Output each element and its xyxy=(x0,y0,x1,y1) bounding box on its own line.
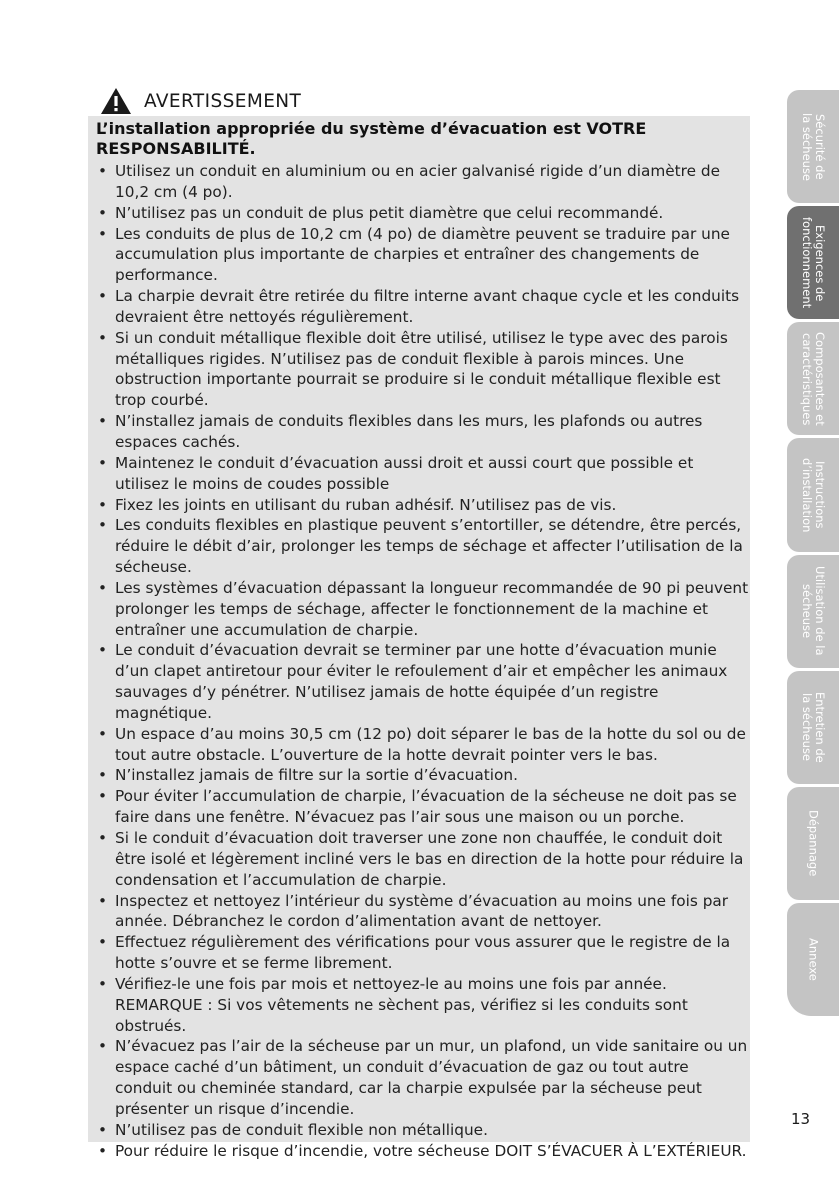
list-item: • Le conduit d’évacuation devrait se terminer par une hotte d’évacuation munie d’un clapet antiretour pour éviter le refoulement d’air et empêcher les animaux sauvages d’y pénétrer. N’utilisez jamais de hotte équipée d’un registre magnétique. xyxy=(96,640,750,723)
list-item: • Si le conduit d’évacuation doit traverser une zone non chauffée, le conduit doit être isolé et légèrement incliné vers le bas en direction de la hotte pour réduire la condensation et l’accumulation de charpie. xyxy=(96,828,750,891)
list-item: • N’installez jamais de filtre sur la sortie d’évacuation. xyxy=(96,765,750,786)
list-item: • Inspectez et nettoyez l’intérieur du système d’évacuation au moins une fois par année. Débranchez le cordon d’alimentation avant de nettoyer. xyxy=(96,891,750,933)
tab-securite-secheuse[interactable] xyxy=(787,90,839,203)
warning-lead: L’installation appropriée du système d’évacuation est VOTRE RESPONSABILITÉ. xyxy=(96,119,647,158)
warning-header xyxy=(100,86,301,116)
list-item: • Les conduits flexibles en plastique peuvent s’entortiller, se détendre, être percés, réduire le débit d’air, prolonger les temps de séchage et affecter l’utilisation de la sécheuse. xyxy=(96,515,750,578)
tab-label: Entretien de la sécheuse xyxy=(800,691,827,763)
tab-label: Composantes et caractéristiques xyxy=(800,331,827,426)
tab-depannage[interactable] xyxy=(787,787,839,900)
section-tabs xyxy=(787,90,839,1016)
list-item: • N’évacuez pas l’air de la sécheuse par un mur, un plafond, un vide sanitaire ou un espace caché d’un bâtiment, un conduit d’évacuation de gaz ou tout autre conduit ou cheminée standard, car la charpie expulsée par la sécheuse peut présenter un risque d’incendie. xyxy=(96,1036,750,1119)
tab-label: Exigences de fonctionnement xyxy=(800,217,827,309)
tab-utilisation-secheuse[interactable] xyxy=(787,555,839,668)
list-item: • Effectuez régulièrement des vérifications pour vous assurer que le registre de la hotte s’ouvre et se ferme librement. xyxy=(96,932,750,974)
tab-label: Instructions d’installation xyxy=(800,457,827,533)
list-item: • Vérifiez-le une fois par mois et nettoyez-le au moins une fois par année. REMARQUE : Si vos vêtements ne sèchent pas, vérifiez si les conduits sont obstrués. xyxy=(96,974,750,1037)
tab-exigences-fonctionnement[interactable] xyxy=(787,206,839,319)
tab-label: Dépannage xyxy=(806,810,821,877)
list-item: • Les systèmes d’évacuation dépassant la longueur recommandée de 90 pi peuvent prolonger les temps de séchage, affecter le fonctionnement de la machine et entraîner une accumulation de charpie. xyxy=(96,578,750,641)
list-item: • Utilisez un conduit en aluminium ou en acier galvanisé rigide d’un diamètre de 10,2 cm (4 po). xyxy=(96,161,750,203)
tab-instructions-installation[interactable] xyxy=(787,438,839,551)
tab-composantes-caracteristiques[interactable] xyxy=(787,322,839,435)
tab-entretien-secheuse[interactable] xyxy=(787,671,839,784)
warning-triangle-icon xyxy=(100,87,132,115)
warning-box xyxy=(88,116,750,1160)
list-item: • N’utilisez pas de conduit flexible non métallique. xyxy=(96,1120,750,1141)
list-item: • Un espace d’au moins 30,5 cm (12 po) doit séparer le bas de la hotte du sol ou de tout autre obstacle. L’ouverture de la hotte devrait pointer vers le bas. xyxy=(96,724,750,766)
list-item: • Fixez les joints en utilisant du ruban adhésif. N’utilisez pas de vis. xyxy=(96,495,750,516)
list-item: • Les conduits de plus de 10,2 cm (4 po) de diamètre peuvent se traduire par une accumulation plus importante de charpies et entraîner des changements de performance. xyxy=(96,224,750,287)
list-item: • N’utilisez pas un conduit de plus petit diamètre que celui recommandé. xyxy=(96,203,750,224)
warning-list xyxy=(96,161,750,1162)
tab-label: Annexe xyxy=(806,938,821,981)
list-item: • Pour éviter l’accumulation de charpie, l’évacuation de la sécheuse ne doit pas se faire dans une fenêtre. N’évacuez pas l’air sous une maison ou un porche. xyxy=(96,786,750,828)
list-item: • N’installez jamais de conduits flexibles dans les murs, les plafonds ou autres espaces cachés. xyxy=(96,411,750,453)
tab-label: Utilisation de la sécheuse xyxy=(800,566,827,656)
warning-title: AVERTISSEMENT xyxy=(144,90,302,112)
list-item: • Pour réduire le risque d’incendie, votre sécheuse DOIT S’ÉVACUER À L’EXTÉRIEUR. xyxy=(96,1141,750,1162)
list-item: • La charpie devrait être retirée du filtre interne avant chaque cycle et les conduits devraient être nettoyés régulièrement. xyxy=(96,286,750,328)
tab-annexe[interactable] xyxy=(787,903,839,1016)
list-item: • Maintenez le conduit d’évacuation aussi droit et aussi court que possible et utilisez le moins de coudes possible xyxy=(96,453,750,495)
tab-label: Sécurité de la sécheuse xyxy=(800,112,827,181)
list-item: • Si un conduit métallique flexible doit être utilisé, utilisez le type avec des parois métalliques rigides. N’utilisez pas de conduit flexible à parois minces. Une obstruction importante pourrait se produire si le conduit métallique flexible est trop courbé. xyxy=(96,328,750,411)
page-number: 13 xyxy=(791,1110,811,1128)
